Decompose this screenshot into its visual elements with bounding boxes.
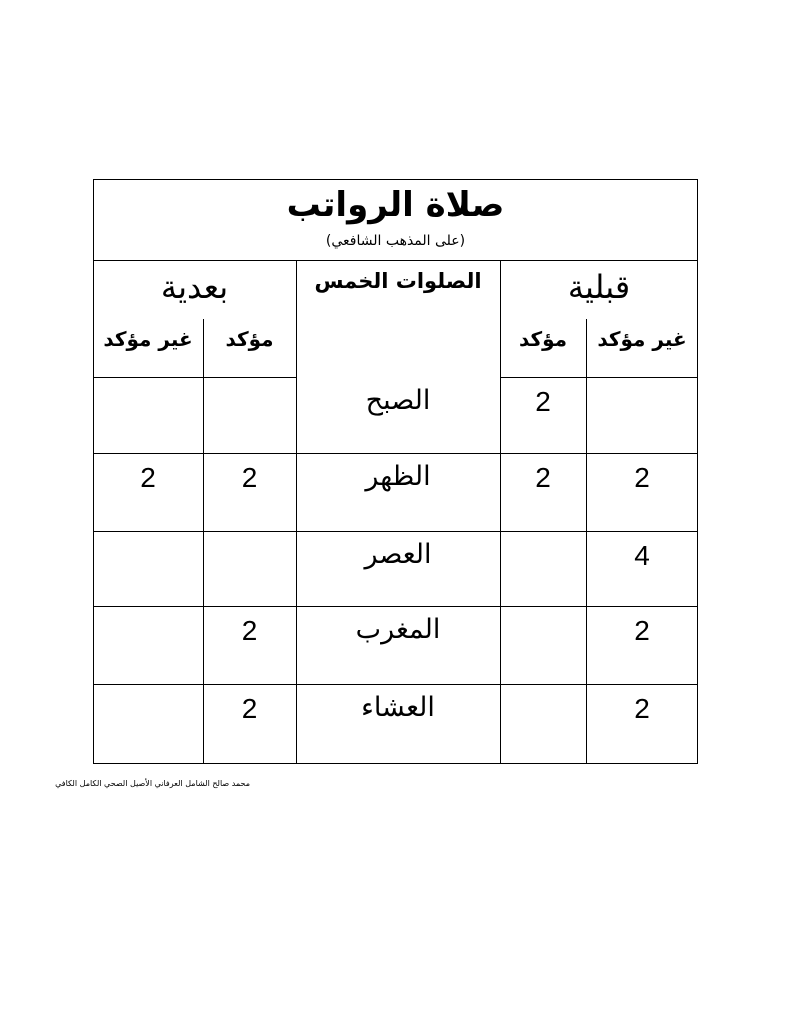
after-muakkad-cell: 2	[241, 693, 258, 724]
after-muakkad-cell: 2	[241, 615, 258, 646]
before-muakkad-cell: 2	[535, 386, 551, 417]
after-muakkad-cell: 2	[241, 462, 258, 493]
after-muakkad-cell	[203, 378, 296, 426]
after-header: بعدية	[160, 268, 229, 306]
table-border-top	[93, 179, 698, 180]
before-ghayr-cell: 2	[634, 462, 650, 493]
after-muakkad-cell	[203, 532, 296, 580]
before-muakkad-cell	[500, 685, 586, 733]
prayer-name: العشاء	[361, 691, 435, 723]
after-ghayr-cell	[93, 685, 203, 733]
rawatib-table	[93, 179, 698, 764]
after-ghayr-cell	[93, 607, 203, 655]
before-muakkad-cell: 2	[535, 462, 551, 493]
after-ghayr-cell	[93, 378, 203, 426]
prayer-name: المغرب	[355, 613, 441, 645]
table-border-bottom	[93, 763, 698, 764]
table-title: صلاة الرواتب	[286, 185, 505, 225]
author-footer: محمد صالح الشامل العرفاني الأصيل الصحي الكامل الكافي	[55, 779, 250, 788]
before-ghayr-cell: 4	[634, 540, 650, 571]
prayer-name: العصر	[364, 538, 432, 570]
before-ghayr-muakkad-header: غير مؤكد	[597, 327, 687, 351]
before-header: قبلية	[567, 268, 631, 306]
after-muakkad-header: مؤكد	[225, 327, 274, 351]
before-ghayr-cell: 2	[634, 615, 650, 646]
after-ghayr-cell	[93, 532, 203, 580]
before-muakkad-cell	[500, 607, 586, 655]
before-ghayr-cell	[586, 378, 698, 426]
before-muakkad-cell	[500, 532, 586, 580]
prayers-header: الصلوات الخمس	[314, 269, 482, 293]
prayer-name: الظهر	[365, 460, 431, 492]
table-subtitle: (على المذهب الشافعي)	[325, 233, 466, 249]
after-ghayr-cell: 2	[140, 462, 156, 493]
after-ghayr-muakkad-header: غير مؤكد	[103, 327, 193, 351]
prayer-name: الصبح	[365, 384, 431, 416]
before-ghayr-cell: 2	[634, 693, 650, 724]
before-muakkad-header: مؤكد	[518, 327, 568, 351]
